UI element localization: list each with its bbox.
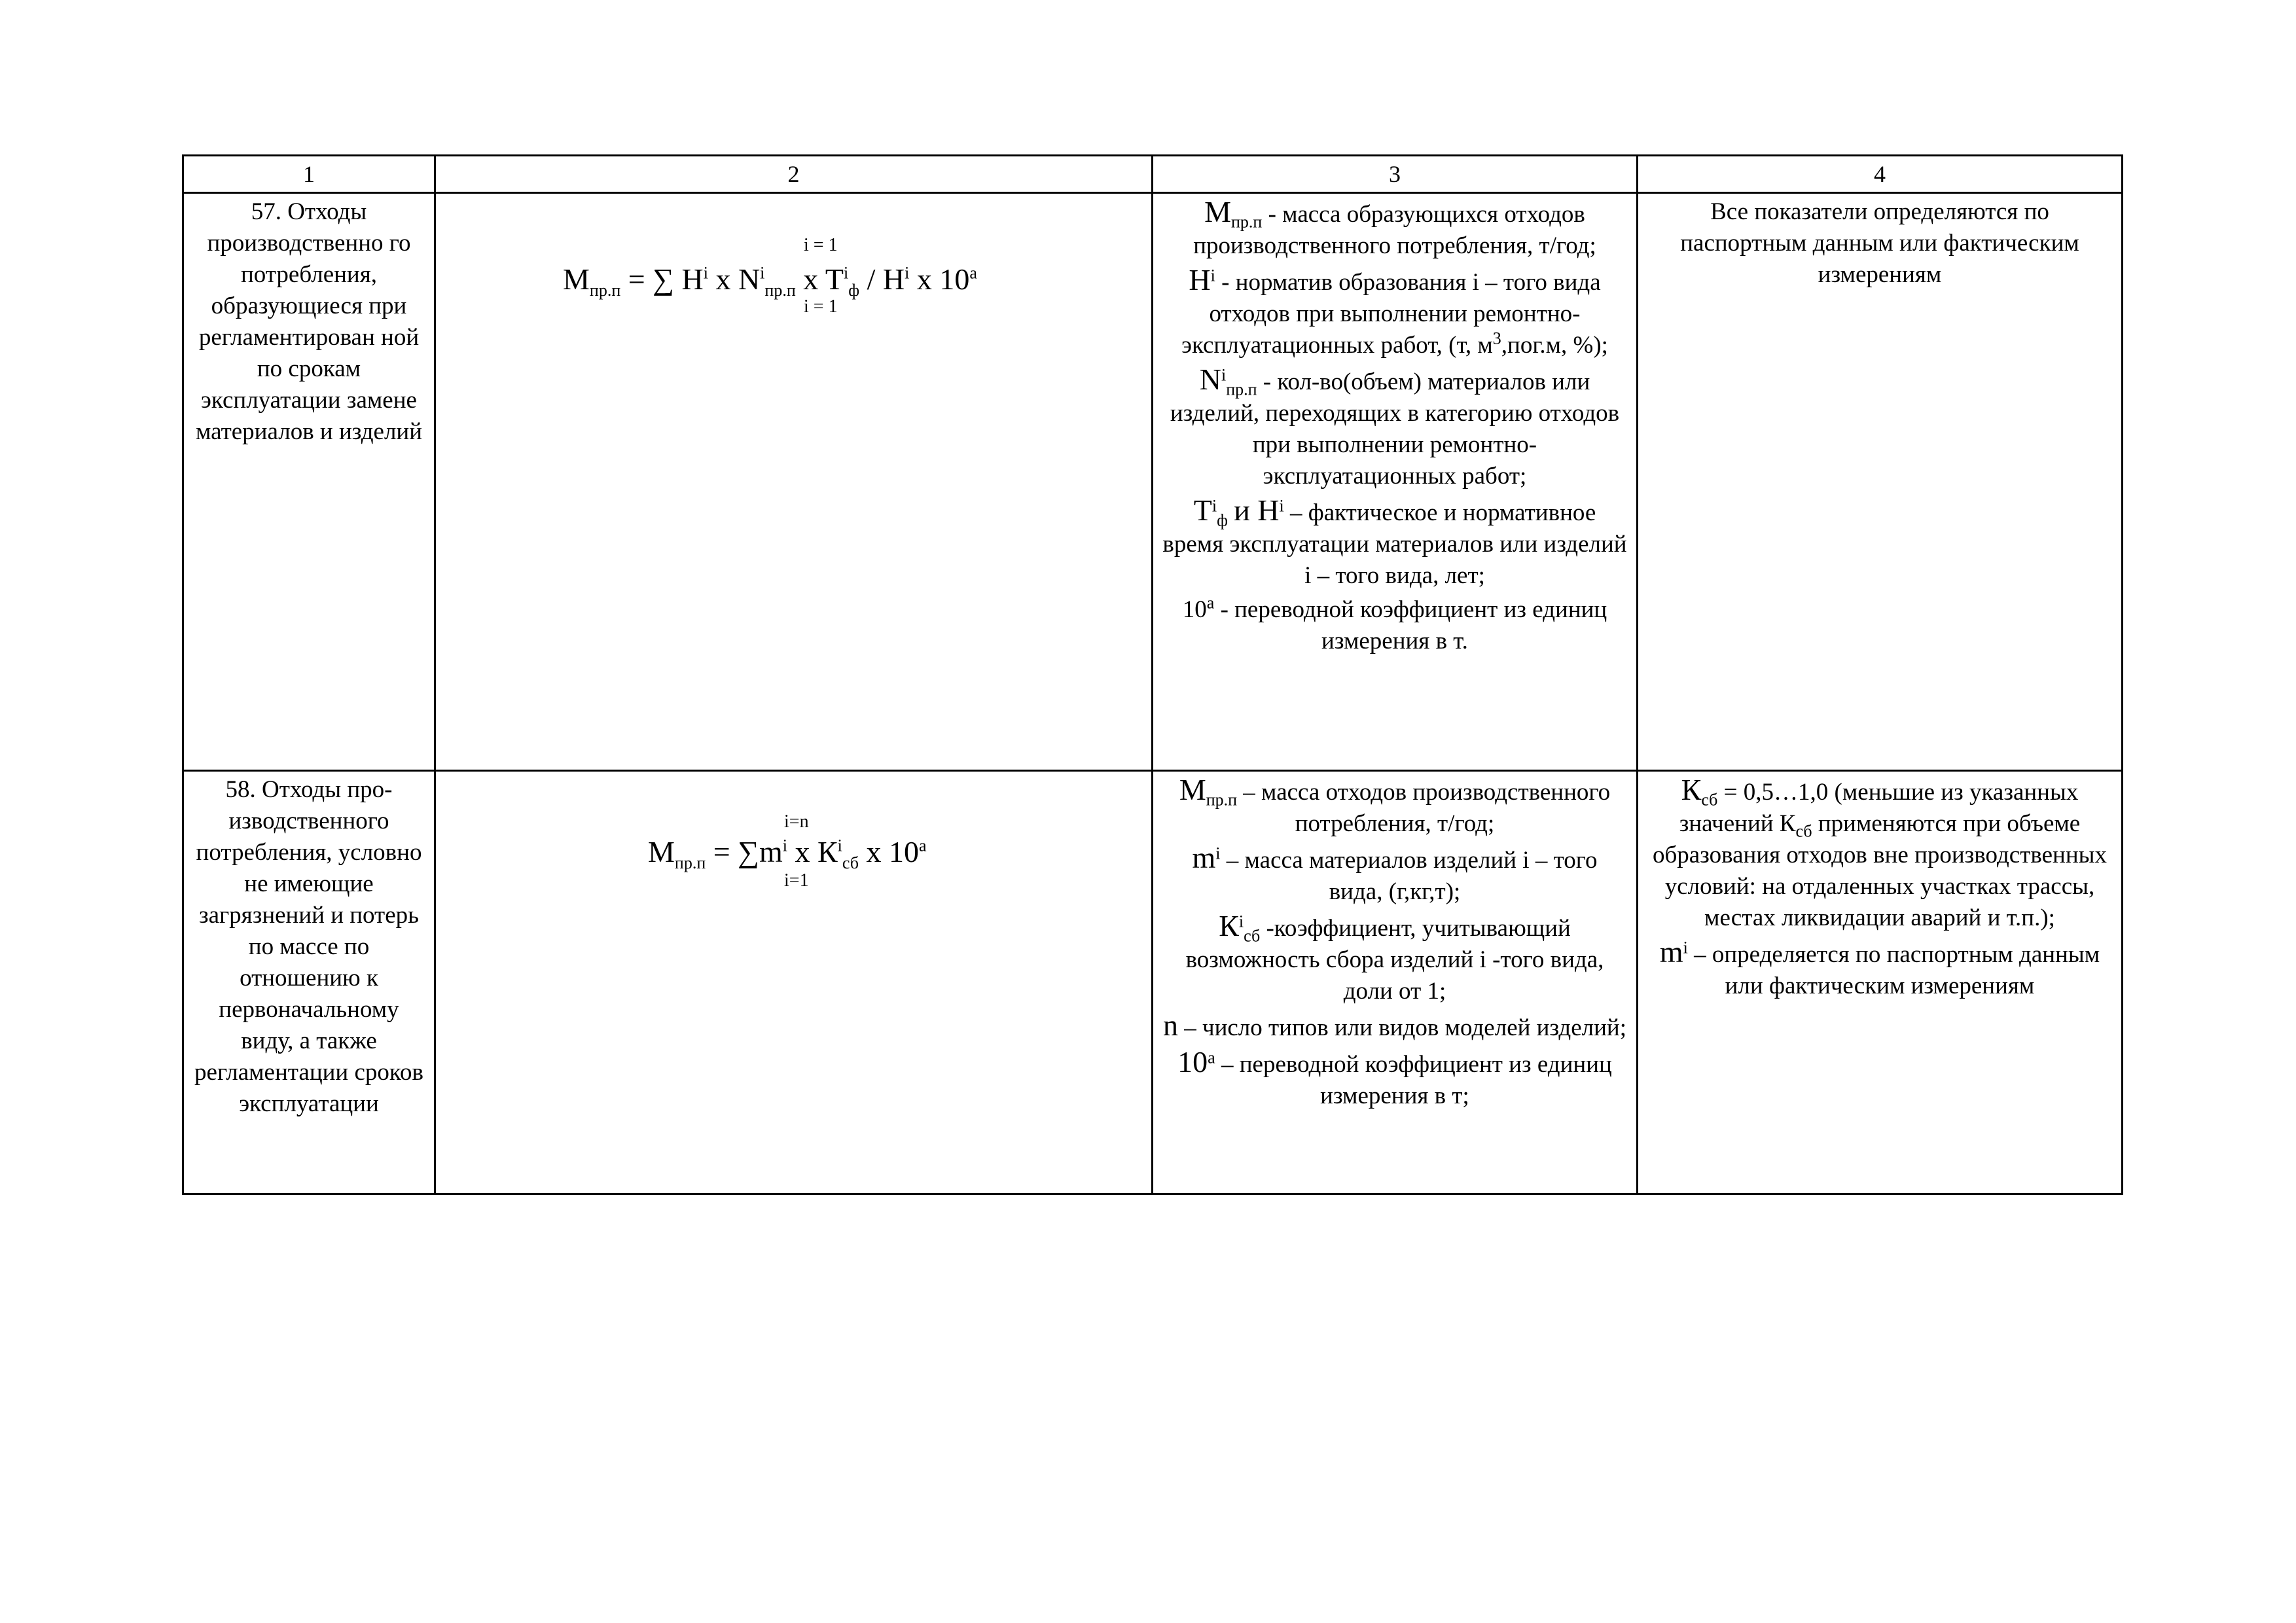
header-cell-2: 2	[435, 156, 1153, 193]
row57-desc-count: $N^i_{пр.п}$ - кол-во(объем) материалов или изделий, переходящих в категорию отходов при выполнении ремонтно-эксплуатационных работ;	[1170, 363, 1620, 490]
row58-description	[1153, 771, 1638, 1194]
row57-sum-upper: i = 1	[804, 235, 838, 255]
table-row-58	[183, 771, 2123, 1194]
row57-note: Все показатели определяются по паспортным данным или фактическим измерениям	[1638, 193, 2123, 771]
row57-desc-norm: $Н^i$ - норматив образования i – того вида отходов при выполнении ремонтно-эксплуатационных работ, (т, $м^3,пог.м$, %);	[1181, 263, 1608, 359]
methodology-table	[182, 154, 2123, 1195]
row57-desc-time: $T^i_ф$ и $Н^i$ – фактическое и нормативное время эксплуатации материалов или изделий i – того вида, лет;	[1162, 493, 1627, 589]
row58-desc-types: n – число типов или видов моделей изделий;	[1162, 1008, 1627, 1042]
header-cell-1: 1	[183, 156, 435, 193]
row57-desc-mass: $М_{пр.п}$ - масса образующихся отходов производственного потребления, т/год;	[1193, 195, 1596, 259]
row57-title: 57. Отходы производственно го потребления, образующиеся при регламентирован ной по срокам эксплуатации замене материалов и изделий	[183, 193, 435, 771]
row58-note-mass: $m^i$ – определяется по паспортным данным или фактическим измерениям	[1659, 935, 2100, 999]
row58-sum-upper: i=n	[784, 812, 809, 832]
row58-title: 58. Отходы про-изводственного потребления, условно не имеющие загрязнений и потерь по массе по отношению к первоначальному виду, а также регламентации сроков эксплуатации	[183, 771, 435, 1194]
row57-formula-cell	[435, 193, 1153, 771]
row57-formula	[445, 229, 1142, 327]
row58-note-coef: $К_{сб}$ = 0,5…1,0 (меньшие из указанных значений $К_{сб}$ применяются при объеме образования отходов вне производственных условий: на отдаленных участках трассы, местах ликвидации аварий и т.п.);	[1652, 773, 2108, 931]
row57-formula-main: $М_{пр.п}$ = ∑ $Н^i$ x $N^i_{пр.п}$ x $T^i_ф / Н^i$ x $10^а$	[563, 262, 977, 300]
row58-desc-material-mass: $m^i$ – масса материалов изделий i – того вида, (г,кг,т);	[1192, 841, 1598, 905]
row57-sum-lower: i = 1	[804, 296, 838, 317]
header-cell-4: 4	[1638, 156, 2123, 193]
table-row-57	[183, 193, 2123, 771]
row58-desc-coef: $10^а$ – переводной коэффициент из единиц измерения в т;	[1177, 1045, 1612, 1109]
header-cell-3: 3	[1153, 156, 1638, 193]
row57-desc-coef: $10^а$ - переводной коэффициент из единиц измерения в т.	[1182, 593, 1607, 654]
row58-desc-mass: $М_{пр.п}$ – масса отходов производственного потребления, т/год;	[1179, 773, 1611, 837]
row58-formula	[445, 807, 1142, 905]
row58-sum-lower: i=1	[784, 870, 809, 891]
row58-formula-main: $М_{пр.п} = \sum m^i$ x $К^i_{сб}$ x $10^а$	[648, 835, 927, 873]
row58-formula-cell	[435, 771, 1153, 1194]
row57-description	[1153, 193, 1638, 771]
row58-desc-coef-collect: $К^i_{сб}$ -коэффициент, учитывающий возможность сбора изделий i -того вида, доли от 1;	[1185, 909, 1604, 1005]
header-row	[183, 156, 2123, 193]
row58-note	[1638, 771, 2123, 1194]
